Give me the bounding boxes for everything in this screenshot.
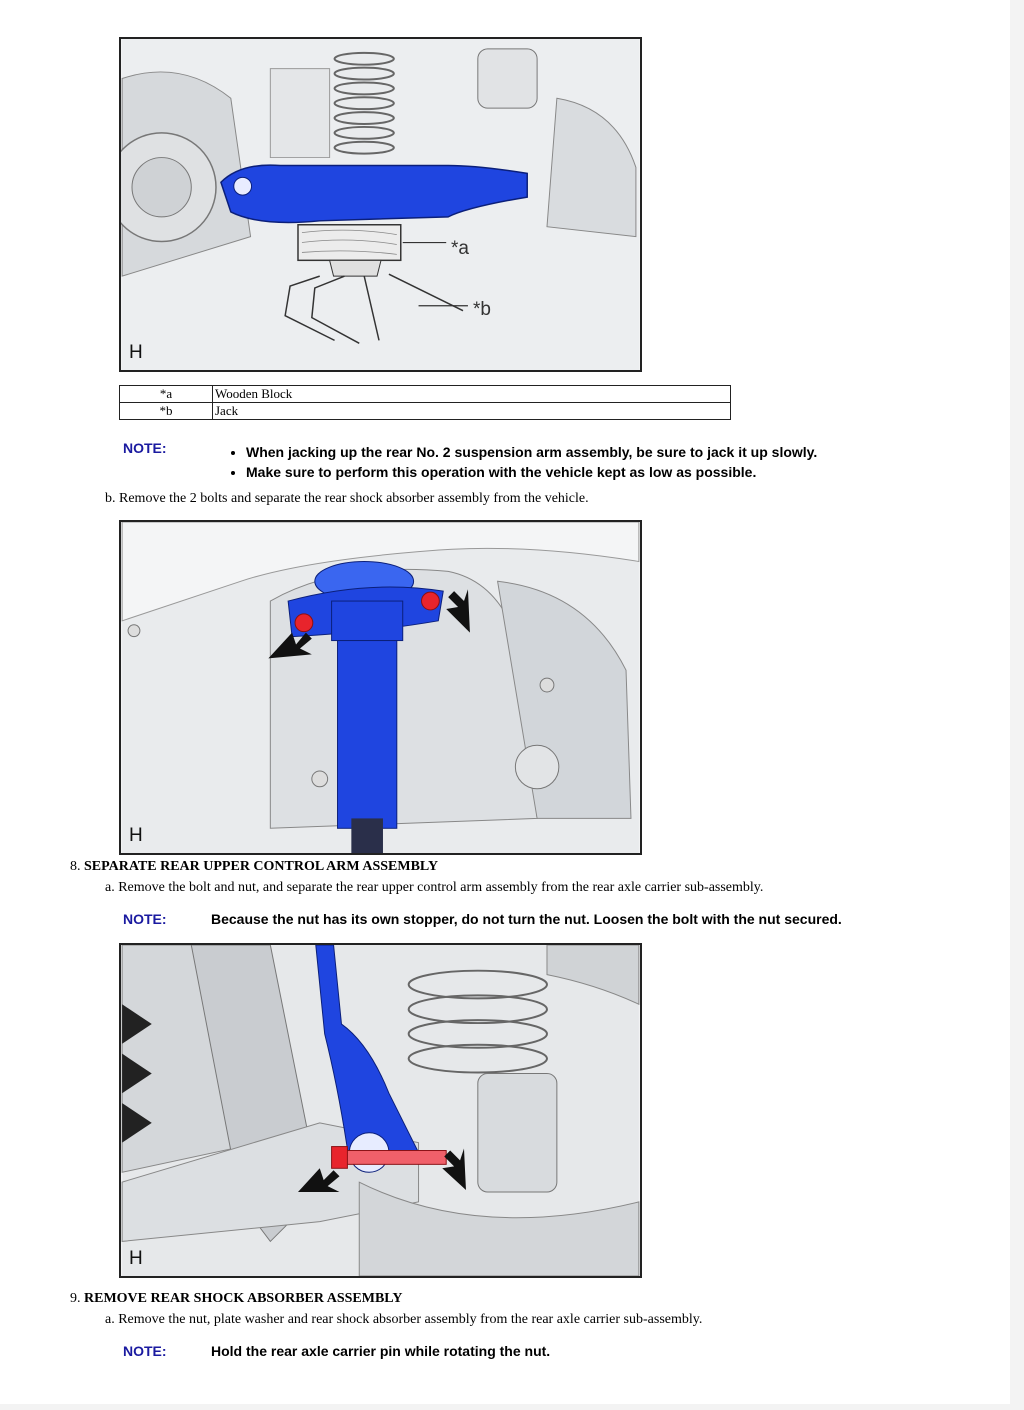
legend-table [119,385,731,420]
shock-absorber-highlight [338,641,397,829]
figure-letter: H [129,342,143,363]
figure-jack-suspension-arm [119,37,642,372]
legend-key: *a [120,386,213,403]
illustration [121,945,640,1276]
page-edge [1010,0,1024,1410]
section-number: 9. [70,1291,81,1306]
table-row [120,386,731,403]
list-item: • When jacking up the rear No. 2 suspension arm assembly, be sure to jack it up slowly. [246,442,817,462]
legend-value: Jack [213,403,731,420]
legend-value: Wooden Block [213,386,731,403]
note-list [228,442,817,482]
note-text: Hold the rear axle carrier pin while rotating the nut. [211,1343,551,1359]
section-number: 8. [70,859,81,874]
note-text: Because the nut has its own stopper, do not turn the nut. Loosen the bolt with the nut secured. [211,911,842,927]
callout-a: *a [451,238,469,259]
note-label: NOTE: [123,911,167,927]
step-text: a. Remove the nut, plate washer and rear shock absorber assembly from the rear axle carrier sub-assembly. [105,1312,703,1327]
note-label: NOTE: [123,1343,167,1359]
figure-upper-control-arm [119,943,642,1278]
bolt-highlight [295,614,313,632]
legend-key: *b [120,403,213,420]
note-label: NOTE: [123,440,167,456]
page-edge [0,1404,1024,1410]
bolt-highlight [338,1151,447,1165]
illustration [121,522,640,853]
section-title: REMOVE REAR SHOCK ABSORBER ASSEMBLY [84,1291,403,1306]
figure-letter: H [129,1248,143,1269]
bolt-highlight [332,1147,348,1169]
figure-letter: H [129,825,143,846]
list-item: • Make sure to perform this operation with the vehicle kept as low as possible. [246,462,817,482]
section-heading [70,859,438,875]
figure-shock-absorber-bolts [119,520,642,855]
step-text: a. Remove the bolt and nut, and separate the rear upper control arm assembly from the rear axle carrier sub-assembly. [105,880,764,895]
illustration [121,39,640,370]
step-text: b. Remove the 2 bolts and separate the rear shock absorber assembly from the vehicle. [105,491,589,506]
bolt-highlight [422,592,440,610]
callout-b: *b [473,299,491,320]
section-heading [70,1291,402,1307]
section-title: SEPARATE REAR UPPER CONTROL ARM ASSEMBLY [84,859,439,874]
table-row [120,403,731,420]
